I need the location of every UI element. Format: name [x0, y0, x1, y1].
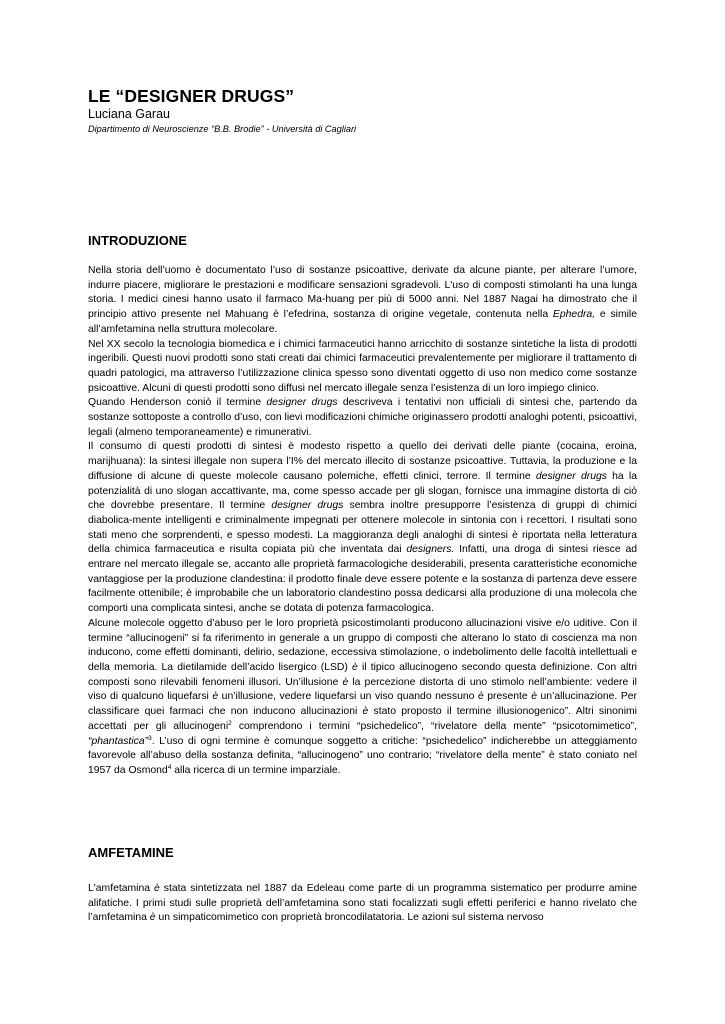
paragraph: Quando Henderson coniò il termine designer drugs descriveva i tentativi non ufficiali di sintesi che, partendo da sostanze sottoposte a controllo d’uso, con lievi modificazioni chimiche originassero prodotti analoghi potenti, psicoattivi, legali (almeno temporaneamente) e rimunerativi.	[88, 397, 637, 438]
author-name: Luciana Garau	[88, 107, 171, 121]
document-title: LE “DESIGNER DRUGS”	[88, 86, 295, 106]
paragraph: Nella storia dell’uomo è documentato l’uso di sostanze psicoattive, derivate da alcune piante, per alterare l’umore, indurre piacere, migliorare le prestazioni e modificare sensazioni sgradevoli. L'uso di composti stimolanti ha una lunga storia. I medici cinesi hanno usato il farmaco Ma-huang per più di 5000 anni. Nel 1887 Nagai ha dimostrato che il principio attivo presente nel Mahuang è l’efedrina, sostanza di origine vegetale, contenuta nella Ephedra, e simile all’amfetamina nella struttura molecolare.	[88, 265, 638, 335]
footnote-ref: 3	[148, 734, 152, 742]
introduzione-body	[88, 264, 637, 779]
section-heading-amfetamine: AMFETAMINE	[88, 845, 174, 860]
amfetamine-body	[88, 882, 637, 926]
paragraph: Nel XX secolo la tecnologia biomedica e i chimici farmaceutici hanno arricchito di sostanze sintetiche la lista di prodotti ingeribili. Questi nuovi prodotti sono stati creati dai chimici farmaceutici prevalentemente per migliorare il trattamento di quadri patologici, ma attraverso l’utilizzazione clinica spesso sono diventati oggetto di uso non medico come sostanze psicoattive. Alcuni di questi prodotti sono diffusi nel mercato illegale senza l’esistenza di un loro impiego clinico.	[88, 338, 637, 394]
paragraph: L'amfetamina è stata sintetizzata nel 1887 da Edeleau come parte di un programma sistematico per produrre amine alifatiche. I primi studi sulle proprietà dell’amfetamina sono stati focalizzati sugli effetti periferici e hanno rivelato che l’amfetamina è un simpaticomimetico con proprietà broncodilatatoria. Le azioni sul sistema nervoso	[88, 883, 638, 924]
paragraph: Il consumo di questi prodotti di sintesi è modesto rispetto a quello dei derivati delle piante (cocaina, eroina, marijhuana): la sintesi illegale non supera l’I% del mercato illecito di sostanze psicoattive. Tuttavia, la produzione e la diffusione di alcune di queste molecole causano polemiche, effetti clinici, terrore. Il termine designer drugs ha la potenzialità di uno slogan accattivante, ma, come spesso accade per gli slogan, fornisce una immagine distorta di ciò che dovrebbe presentare. Il termine designer drugs sembra inoltre presupporre l’esistenza di gruppi di chimici diabolica-mente intelligenti e criminalmente impegnati per ottenere molecole in sintonia con i recettori. I risultati sono stati meno che sorprendenti, e spesso modesti. La maggioranza degli analoghi di sintesi è riportata nella letteratura della chimica farmaceutica e risulta copiata più che inventata dai designers. Infatti, una droga di sintesi riesce ad entrare nel mercato illegale se, accanto alle proprietà farmacologiche desiderabili, presenta caratteristiche economiche vantaggiose per la produzione clandestina: il prodotto finale deve essere potente e la sostanza di partenza deve essere facilmente ottenibile; è improbabile che un laboratorio clandestino possa dedicarsi alla produzione di una molecola che comporti una complicata sintesi, anche se dotata di potenza farmacologica.	[88, 441, 638, 615]
paragraph: Alcune molecole oggetto d’abuso per le loro proprietà psicostimolanti producono allucinazioni visive e/o uditive. Con il termine “allucinogeni” si fa riferimento in generale a un gruppo di composti che alterano lo stato di coscienza ma non inducono, come effetti dominanti, delirio, sedazione, eccessiva stimolazione, o indebolimento delle facoltà intellettuali e della memoria. La dietilamide dell’acido lisergico (LSD) è il tipico allucinogeno secondo questa definizione. Con altri composti sono rilevabili fenomeni illusori. Un’illusione è la percezione distorta di uno stimolo nell’ambiente: vedere il viso di qualcuno liquefarsi è un’illusione, vedere liquefarsi un viso quando nessuno è presente è un’allucinazione. Per classificare quei farmaci che non inducono allucinazioni è stato proposto il termine illusionogenico”. Altri sinonimi accettati per gli allucinogeni$^2$ comprendono i termini “psichedelico”, “rivelatore della mente” “psicotomimetico”, “phantastica”$^3$. L’uso di ogni termine è comunque soggetto a critiche: “psichedelico” indicherebbe un atteggiamento favorevole all’abuso della sostanza definita, “allucinogeno” uno contrario; “rivelatore della mente” è stato coniato nel 1957 da Osmond$^4$ alla ricerca di un termine imparziale.	[88, 617, 637, 776]
footnote-ref: 4	[167, 763, 172, 771]
footnote-ref: 2	[228, 719, 232, 727]
section-heading-introduzione: INTRODUZIONE	[88, 233, 187, 248]
author-affiliation: Dipartimento di Neuroscienze “B.B. Brodie” - Università di Cagliari	[88, 124, 357, 134]
